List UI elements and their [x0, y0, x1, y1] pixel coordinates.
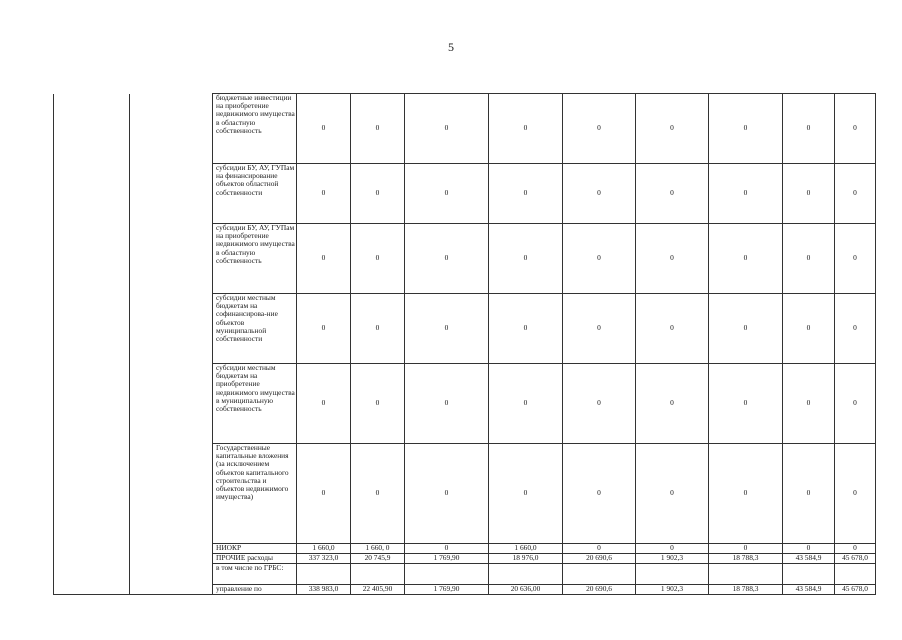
row-label: НИОКР	[213, 544, 297, 554]
blank-cell	[54, 444, 130, 544]
value-cell: 0	[489, 364, 563, 444]
value-cell: 0	[636, 364, 709, 444]
blank-cell	[130, 444, 213, 544]
value-cell: 0	[783, 444, 835, 544]
row-label: субсидии БУ, АУ, ГУПам на приобретение недвижимого имущества в областную собственность	[213, 224, 297, 294]
value-cell: 1 660,0	[489, 544, 563, 554]
value-cell: 20 690,6	[563, 554, 636, 564]
blank-cell	[54, 164, 130, 224]
value-cell: 0	[835, 224, 876, 294]
value-cell: 0	[783, 94, 835, 164]
value-cell: 0	[709, 94, 783, 164]
value-cell: 0	[636, 294, 709, 364]
value-cell: 0	[709, 444, 783, 544]
row-label: Государственные капитальные вложения (за исключением объектов капитального строительства и объектов недвижимого имущества)	[213, 444, 297, 544]
value-cell: 0	[563, 444, 636, 544]
value-cell: 18 788,3	[709, 554, 783, 564]
value-cell: 0	[783, 164, 835, 224]
row-label: бюджетные инвестиции на приобретение недвижимого имущества в областную собственность	[213, 94, 297, 164]
blank-cell	[54, 544, 130, 554]
blank-cell	[130, 294, 213, 364]
value-cell: 0	[297, 94, 351, 164]
blank-cell	[130, 164, 213, 224]
value-cell: 22 405,90	[351, 585, 405, 595]
blank-cell	[130, 564, 213, 585]
value-cell: 18 788,3	[709, 585, 783, 595]
value-cell: 1 902,3	[636, 585, 709, 595]
value-cell: 0	[489, 164, 563, 224]
value-cell: 0	[351, 444, 405, 544]
value-cell: 18 976,0	[489, 554, 563, 564]
value-cell	[783, 564, 835, 585]
value-cell: 0	[351, 364, 405, 444]
value-cell	[297, 564, 351, 585]
value-cell: 0	[405, 224, 489, 294]
value-cell: 0	[636, 94, 709, 164]
value-cell: 0	[405, 444, 489, 544]
value-cell: 0	[636, 444, 709, 544]
value-cell: 0	[351, 94, 405, 164]
value-cell: 0	[297, 294, 351, 364]
blank-cell	[54, 364, 130, 444]
table-row	[54, 554, 876, 564]
value-cell: 0	[835, 164, 876, 224]
value-cell: 20 636,00	[489, 585, 563, 595]
value-cell: 0	[783, 364, 835, 444]
value-cell: 0	[835, 94, 876, 164]
blank-cell	[54, 94, 130, 164]
table-row	[54, 294, 876, 364]
table-row	[54, 544, 876, 554]
value-cell: 0	[709, 164, 783, 224]
value-cell	[709, 564, 783, 585]
value-cell: 45 678,0	[835, 554, 876, 564]
value-cell: 0	[636, 224, 709, 294]
blank-cell	[54, 564, 130, 585]
table-row	[54, 94, 876, 164]
table-row	[54, 224, 876, 294]
row-label: субсидии местным бюджетам на приобретение недвижимого имущества в муниципальную собственность	[213, 364, 297, 444]
value-cell: 0	[835, 364, 876, 444]
value-cell: 0	[783, 294, 835, 364]
blank-cell	[130, 554, 213, 564]
value-cell: 0	[489, 94, 563, 164]
value-cell	[563, 564, 636, 585]
value-cell: 0	[563, 94, 636, 164]
value-cell: 20 690,6	[563, 585, 636, 595]
value-cell: 0	[297, 364, 351, 444]
value-cell: 0	[835, 294, 876, 364]
row-label: в том числе по ГРБС:	[213, 564, 297, 585]
value-cell: 338 983,0	[297, 585, 351, 595]
value-cell: 0	[405, 364, 489, 444]
value-cell: 1 660, 0	[351, 544, 405, 554]
value-cell: 0	[405, 164, 489, 224]
value-cell: 1 660,0	[297, 544, 351, 554]
value-cell: 0	[489, 224, 563, 294]
value-cell: 0	[297, 444, 351, 544]
row-label: управление по	[213, 585, 297, 595]
value-cell: 0	[563, 294, 636, 364]
value-cell: 0	[709, 294, 783, 364]
value-cell: 0	[636, 164, 709, 224]
value-cell: 45 678,0	[835, 585, 876, 595]
value-cell: 0	[563, 544, 636, 554]
row-label: субсидии БУ, АУ, ГУПам на финансирование объектов областной собственности	[213, 164, 297, 224]
table-row	[54, 564, 876, 585]
value-cell: 20 745,9	[351, 554, 405, 564]
value-cell: 0	[405, 294, 489, 364]
value-cell: 1 769,90	[405, 585, 489, 595]
value-cell: 0	[351, 224, 405, 294]
value-cell: 337 323,0	[297, 554, 351, 564]
value-cell: 0	[563, 224, 636, 294]
blank-cell	[130, 364, 213, 444]
value-cell: 0	[709, 224, 783, 294]
table-row	[54, 444, 876, 544]
blank-cell	[54, 554, 130, 564]
value-cell: 0	[636, 544, 709, 554]
value-cell	[636, 564, 709, 585]
value-cell: 1 769,90	[405, 554, 489, 564]
table-row	[54, 364, 876, 444]
page-number: 5	[448, 40, 454, 54]
blank-cell	[130, 585, 213, 595]
table-row	[54, 164, 876, 224]
value-cell	[405, 564, 489, 585]
blank-cell	[54, 294, 130, 364]
value-cell: 43 584,9	[783, 554, 835, 564]
blank-cell	[130, 544, 213, 554]
value-cell: 0	[489, 444, 563, 544]
blank-cell	[130, 224, 213, 294]
value-cell: 0	[563, 364, 636, 444]
table-row	[54, 585, 876, 595]
blank-cell	[130, 94, 213, 164]
value-cell: 0	[835, 544, 876, 554]
value-cell: 0	[351, 164, 405, 224]
value-cell: 0	[297, 164, 351, 224]
value-cell: 43 584,9	[783, 585, 835, 595]
row-label: субсидии местным бюджетам на софинансирова-ние объектов муниципальной собственности	[213, 294, 297, 364]
row-label: ПРОЧИЕ расходы	[213, 554, 297, 564]
budget-table	[53, 93, 876, 595]
value-cell: 0	[835, 444, 876, 544]
value-cell: 0	[405, 544, 489, 554]
blank-cell	[54, 224, 130, 294]
value-cell	[351, 564, 405, 585]
value-cell: 0	[709, 364, 783, 444]
value-cell: 0	[351, 294, 405, 364]
value-cell: 0	[783, 544, 835, 554]
value-cell	[489, 564, 563, 585]
value-cell: 0	[563, 164, 636, 224]
value-cell: 0	[709, 544, 783, 554]
value-cell: 0	[783, 224, 835, 294]
value-cell: 0	[489, 294, 563, 364]
value-cell: 1 902,3	[636, 554, 709, 564]
value-cell: 0	[405, 94, 489, 164]
value-cell	[835, 564, 876, 585]
value-cell: 0	[297, 224, 351, 294]
blank-cell	[54, 585, 130, 595]
